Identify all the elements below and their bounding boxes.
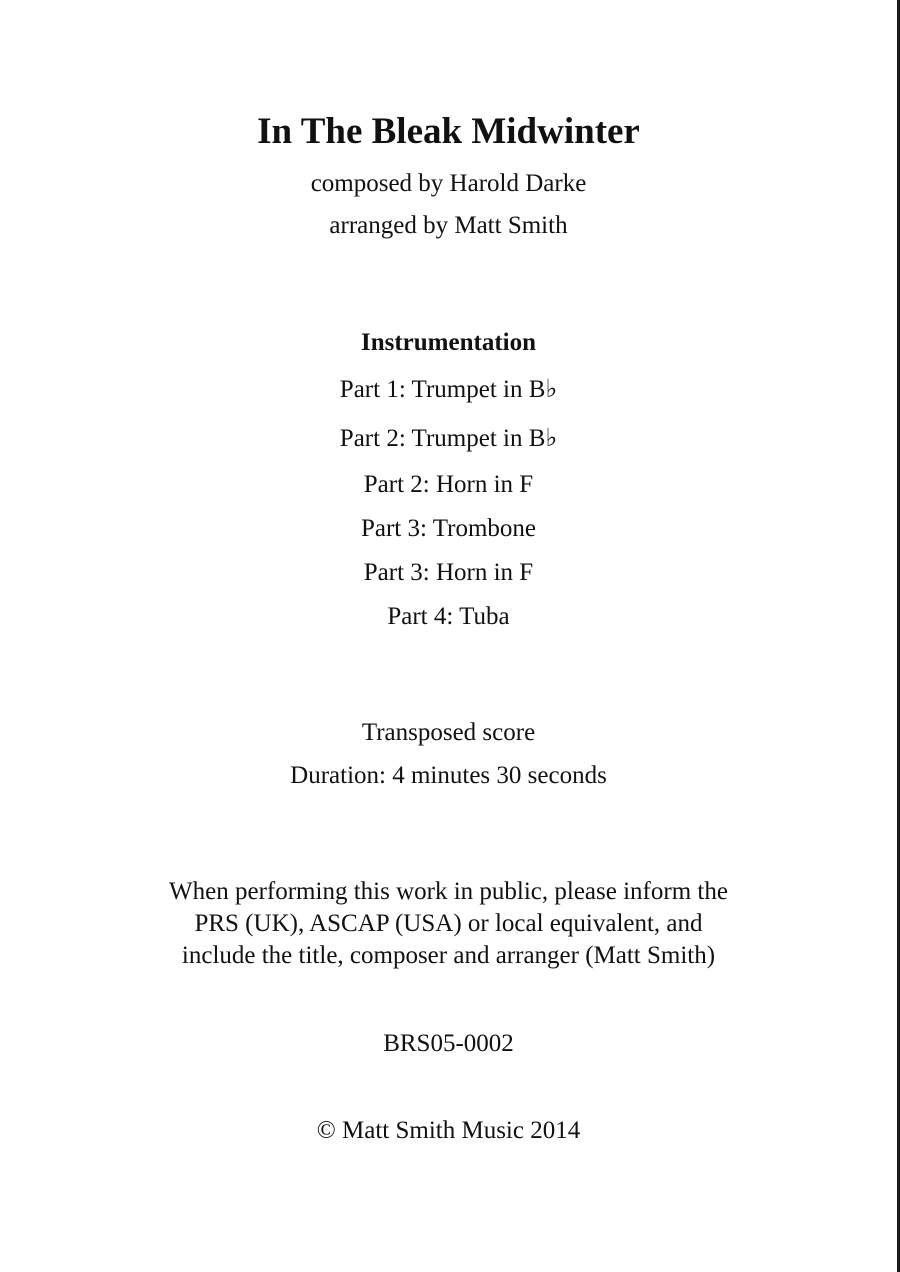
catalog-number: BRS05-0002 xyxy=(383,1030,514,1057)
arranger-credit: arranged by Matt Smith xyxy=(329,212,568,239)
list-item: Part 1: Trumpet in B♭ xyxy=(339,376,558,403)
list-item: Part 2: Trumpet in B♭ xyxy=(339,425,558,452)
performance-notice xyxy=(80,876,817,972)
page-title: In The Bleak Midwinter xyxy=(257,111,640,152)
notice-line: When performing this work in public, please inform the xyxy=(169,878,728,905)
list-item: Part 4: Tuba xyxy=(387,603,510,630)
composer-credit: composed by Harold Darke xyxy=(310,170,587,197)
instrumentation-heading: Instrumentation xyxy=(360,329,536,356)
list-item: Part 2: Horn in F xyxy=(363,471,534,498)
duration: Duration: 4 minutes 30 seconds xyxy=(290,762,607,789)
copyright-notice: © Matt Smith Music 2014 xyxy=(316,1117,581,1144)
notice-line: PRS (UK), ASCAP (USA) or local equivalent, and xyxy=(194,910,703,937)
score-type: Transposed score xyxy=(361,719,536,746)
notice-line: include the title, composer and arranger (Matt Smith) xyxy=(181,942,716,969)
list-item: Part 3: Horn in F xyxy=(363,559,534,586)
list-item: Part 3: Trombone xyxy=(360,515,537,542)
